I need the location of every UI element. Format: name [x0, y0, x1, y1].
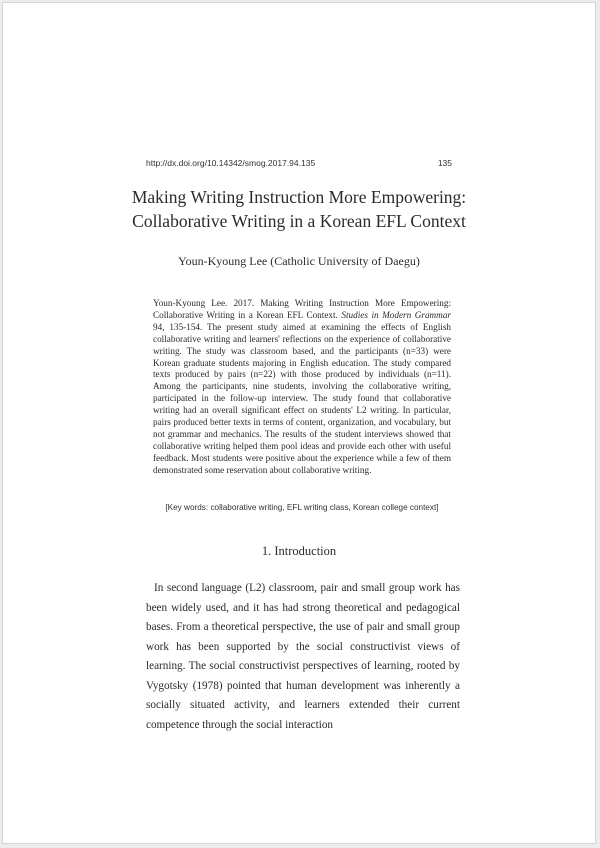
- keywords: [Key words: collaborative writing, EFL writing class, Korean college context]: [165, 503, 439, 512]
- section-heading: 1. Introduction: [261, 544, 337, 558]
- title-line-2: Collaborative Writing in a Korean EFL Context: [132, 211, 466, 231]
- page-number: 135: [437, 158, 452, 168]
- author-affiliation: Youn-Kyoung Lee (Catholic University of Daegu): [178, 254, 420, 268]
- abstract-body: The present study aimed at examining the effects of English collaborative writing and learners' reflections on the experience of collaborative writing. The study was classroom based, and the participants (n=33) were Korean graduate students majoring in English education. The study compared texts produced by pairs (n=22) with those produced by individuals (n=11). Among the participants, nine students, involving the collaborative writing, participated in the follow-up interview. The study found that collaborative writing had an overall significant effect on students' L2 writing. In particular, pairs produced better texts in terms of content, organization, and vocabulary, but not grammar and mechanics. The results of the student interviews showed that collaborative writing helped them pool ideas and provide each other with useful feedback. Most students were positive about the experience while a few of them demonstrated some reservation about collaborative writing.: [153, 321, 451, 475]
- paper-page: [2, 2, 596, 844]
- abstract-journal-name: Studies in Modern Grammar: [341, 309, 451, 320]
- abstract: [153, 298, 451, 477]
- body-paragraph: In second language (L2) classroom, pair and small group work has been widely used, and it has had strong theoretical and pedagogical bases. From a theoretical perspective, the use of pair and small group work has been supported by the social constructivist views of learning. The social constructivist perspectives of learning, rooted by Vygotsky (1978) pointed that human development was inherently a socially situated activity, and learners extended their current competence through the social interaction: [146, 582, 460, 731]
- title-line-1: Making Writing Instruction More Empowering:: [131, 187, 467, 207]
- abstract-citation-lead: Youn-Kyoung Lee. 2017. Making Writing Instruction More Empowering: Collaborative Writing in a Korean EFL Context.: [153, 298, 451, 320]
- paper-title: [123, 185, 475, 233]
- doi-link[interactable]: http://dx.doi.org/10.14342/smog.2017.94.135: [146, 158, 316, 168]
- abstract-citation-tail: 94, 135-154.: [153, 321, 203, 332]
